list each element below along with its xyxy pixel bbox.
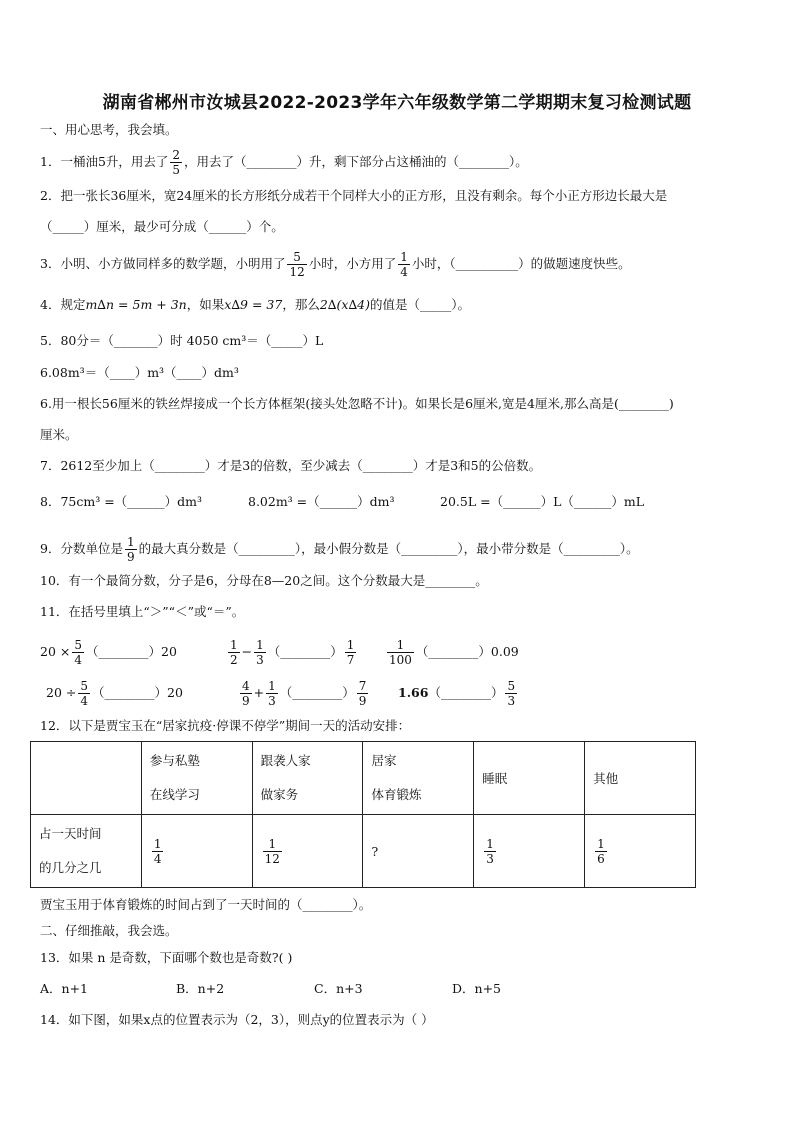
question-9 bbox=[40, 535, 639, 564]
q3-text-b: 小时，小方用了 bbox=[308, 256, 397, 271]
section-heading-2: 二、仔细推敲，我会选。 bbox=[40, 923, 178, 938]
value-cell-study bbox=[141, 815, 252, 888]
q11-r1c-den: 100 bbox=[389, 653, 412, 667]
q11-r2b-f1n: 4 bbox=[242, 679, 250, 693]
q13-option-d: D．n+5 bbox=[452, 981, 501, 996]
q4-text-d: 的值是（_____）。 bbox=[370, 297, 471, 312]
q11-row1-item1 bbox=[40, 638, 177, 667]
question-5-line-1: 5．80分＝（_______）时 4050 cm³＝（_____）L bbox=[40, 333, 324, 348]
q3-frac2-num: 1 bbox=[400, 250, 408, 264]
value-cell-chores bbox=[252, 815, 363, 888]
q8-part-2: 8.02m³ =（______）dm³ bbox=[248, 494, 395, 509]
question-14: 14．如下图，如果x点的位置表示为（2，3），则点y的位置表示为（ ） bbox=[40, 1012, 434, 1027]
header-chores-l1: 跟袭人家 bbox=[260, 753, 311, 768]
q11-r1b-f3d: 7 bbox=[346, 653, 355, 667]
q9-fraction bbox=[125, 535, 137, 564]
q11-r2b-mid: （________） bbox=[279, 685, 355, 700]
q11-r2a-num: 5 bbox=[80, 679, 88, 693]
question-8 bbox=[40, 494, 202, 510]
q11-r1c-frac bbox=[387, 638, 414, 667]
q11-r1a-post: （________）20 bbox=[86, 644, 177, 659]
q3-frac1-num: 5 bbox=[287, 250, 306, 265]
q9-text-b: 的最大真分数是（_________），最小假分数是（_________），最小带分数是（_________）。 bbox=[138, 541, 639, 556]
q1-text-b: ，用去了（________）升，剩下部分占这桶油的（________）。 bbox=[184, 154, 528, 169]
row-label-l1: 占一天时间 bbox=[39, 826, 102, 841]
activity-table bbox=[30, 741, 696, 888]
row-label-cell bbox=[31, 815, 142, 888]
question-13: 13．如果 n 是奇数，下面哪个数也是奇数?( ) bbox=[40, 950, 293, 965]
value-exercise-unknown: ? bbox=[371, 843, 379, 859]
question-7: 7．2612至少加上（________）才是3的倍数，至少减去（________）才是3和5的公倍数。 bbox=[40, 458, 542, 473]
header-sleep: 睡眠 bbox=[482, 771, 508, 786]
q11-r1b-frac1 bbox=[228, 638, 240, 667]
q3-frac2-den: 4 bbox=[400, 265, 408, 279]
q11-r2b-frac2 bbox=[266, 679, 278, 708]
header-chores-l2: 做家务 bbox=[260, 787, 299, 802]
q11-r2c-num: 5 bbox=[507, 679, 516, 693]
q11-r2c-den: 3 bbox=[507, 694, 516, 708]
q11-r1b-frac3 bbox=[345, 638, 357, 667]
q1-text-a: 1．一桶油5升，用去了 bbox=[40, 154, 169, 169]
q4-definition: m∆n = 5m + 3n bbox=[85, 297, 187, 312]
q11-r1b-f1d: 2 bbox=[230, 653, 238, 667]
header-exercise-l2: 体育锻炼 bbox=[371, 787, 422, 802]
q11-r2b-op: + bbox=[253, 685, 265, 700]
q3-text-a: 3．小明、小方做同样多的数学题，小明用了 bbox=[40, 256, 286, 271]
q8-number: 8． bbox=[40, 494, 61, 509]
q11-row1-item2 bbox=[226, 638, 358, 667]
q3-fraction-2 bbox=[398, 250, 410, 279]
q11-row2-item3 bbox=[398, 679, 519, 708]
q11-r1a-den: 4 bbox=[74, 653, 82, 667]
question-5-line-2: 6.08m³＝（____）m³（____）dm³ bbox=[40, 365, 239, 380]
question-10: 10．有一个最简分数，分子是6，分母在8—20之间。这个分数最大是________。 bbox=[40, 573, 488, 588]
value-study-frac bbox=[152, 837, 164, 866]
value-sleep-frac bbox=[484, 837, 496, 866]
question-2-line-1: 2．把一张长36厘米，宽24厘米的长方形纸分成若干个同样大小的正方形，且没有剩余。每个小正方形边长最大是 bbox=[40, 188, 668, 203]
q3-fraction-1 bbox=[287, 250, 306, 279]
value-study-num: 1 bbox=[153, 836, 162, 851]
q9-frac-num: 1 bbox=[126, 535, 135, 549]
value-study-den: 4 bbox=[153, 851, 162, 866]
q1-fraction bbox=[170, 148, 182, 177]
value-other-den: 6 bbox=[597, 851, 605, 866]
q1-frac-num: 2 bbox=[172, 148, 181, 162]
q4-condition: x∆9 = 37 bbox=[224, 297, 283, 312]
q11-r2a-pre: 20 ÷ bbox=[46, 685, 77, 700]
value-other-frac bbox=[595, 837, 607, 866]
q13-option-b: B．n+2 bbox=[176, 981, 225, 996]
question-1 bbox=[40, 148, 528, 177]
value-chores-den: 12 bbox=[264, 851, 280, 866]
page-title: 湖南省郴州市汝城县2022-2023学年六年级数学第二学期期末复习检测试题 bbox=[102, 93, 692, 113]
question-6-line-1: 6.用一根长56厘米的铁丝焊接成一个长方体框架(接头处忽略不计)。如果长是6厘米,宽是4厘米,那么高是(________) bbox=[40, 396, 674, 411]
q11-r2c-pre: 1.66 bbox=[398, 685, 429, 700]
q11-r2a-post: （________）20 bbox=[92, 685, 183, 700]
header-cell-study bbox=[141, 742, 252, 815]
value-chores-num: 1 bbox=[263, 837, 282, 852]
header-cell-chores bbox=[252, 742, 363, 815]
table-corner-cell bbox=[31, 742, 142, 815]
q11-r2a-frac bbox=[78, 679, 90, 708]
q8-part-1: 75cm³ =（______）dm³ bbox=[60, 494, 203, 509]
question-12-after: 贾宝玉用于体育锻炼的时间占到了一天时间的（________）。 bbox=[40, 897, 372, 912]
q11-r1b-f2d: 3 bbox=[256, 653, 264, 667]
q11-r1b-op: − bbox=[241, 644, 253, 659]
q4-text-b: ，如果 bbox=[186, 297, 225, 312]
q11-r1b-f2n: 1 bbox=[256, 638, 264, 652]
q11-r1a-num: 5 bbox=[74, 638, 82, 652]
q11-r2c-mid: （________） bbox=[428, 685, 504, 700]
value-cell-other bbox=[585, 815, 696, 888]
value-cell-exercise bbox=[363, 815, 474, 888]
q11-r1a-pre: 20 × bbox=[40, 644, 71, 659]
q11-r2b-frac3 bbox=[357, 679, 369, 708]
q4-text-c: ，那么 bbox=[282, 297, 320, 312]
value-sleep-den: 3 bbox=[486, 851, 494, 866]
q11-r2b-f1d: 9 bbox=[242, 694, 250, 708]
q3-frac1-den: 12 bbox=[289, 265, 305, 279]
q3-text-c: 小时，（__________）的做题速度快些。 bbox=[411, 256, 631, 271]
header-exercise-l1: 居家 bbox=[371, 753, 397, 768]
table-row bbox=[31, 815, 696, 888]
q11-row1-item3 bbox=[385, 638, 519, 667]
value-cell-sleep bbox=[474, 815, 585, 888]
q13-option-c: C．n+3 bbox=[314, 981, 363, 996]
row-label-l2: 的几分之几 bbox=[39, 860, 102, 875]
q11-r2c-frac bbox=[505, 679, 517, 708]
q11-r1b-f1n: 1 bbox=[230, 638, 238, 652]
header-cell-sleep bbox=[474, 742, 585, 815]
table-header-row bbox=[31, 742, 696, 815]
question-3 bbox=[40, 250, 631, 279]
question-6-line-2: 厘米。 bbox=[40, 427, 78, 442]
q1-frac-den: 5 bbox=[172, 163, 181, 177]
q11-r1a-frac bbox=[72, 638, 84, 667]
q11-r2b-f2n: 1 bbox=[268, 679, 276, 693]
q11-r1c-post: （________）0.09 bbox=[415, 644, 519, 659]
q9-frac-den: 9 bbox=[126, 550, 135, 564]
header-study-l2: 在线学习 bbox=[149, 787, 200, 802]
q13-option-a: A．n+1 bbox=[40, 981, 89, 996]
header-cell-exercise bbox=[363, 742, 474, 815]
q11-r2a-den: 4 bbox=[80, 694, 88, 708]
q9-text-a: 9．分数单位是 bbox=[40, 541, 123, 556]
q11-row2-item1 bbox=[46, 679, 183, 708]
q11-r1b-f3n: 1 bbox=[346, 638, 355, 652]
value-sleep-num: 1 bbox=[486, 836, 494, 851]
q11-r2b-f2d: 3 bbox=[268, 694, 276, 708]
q11-r1b-frac2 bbox=[254, 638, 266, 667]
question-2-line-2: （_____）厘米，最少可分成（______）个。 bbox=[40, 219, 284, 234]
question-12-head: 12．以下是贾宝玉在“居家抗疫·停课不停学”期间一天的活动安排： bbox=[40, 718, 411, 733]
section-heading-1: 一、用心思考，我会填。 bbox=[40, 122, 178, 137]
q11-r2b-f3n: 7 bbox=[358, 679, 367, 693]
q11-r1b-mid: （________） bbox=[267, 644, 343, 659]
q11-row2-item2 bbox=[238, 679, 370, 708]
header-study-l1: 参与私塾 bbox=[149, 753, 200, 768]
q4-expression: 2∆(x∆4) bbox=[319, 297, 371, 312]
header-other: 其他 bbox=[593, 771, 619, 786]
value-chores-frac bbox=[263, 837, 282, 866]
q8-part-3: 20.5L =（______）L（______）mL bbox=[440, 494, 645, 509]
question-4 bbox=[40, 297, 470, 313]
question-11-head: 11．在括号里填上“＞”“＜”或“＝”。 bbox=[40, 604, 245, 619]
q4-text-a: 4．规定 bbox=[40, 297, 86, 312]
header-cell-other bbox=[585, 742, 696, 815]
value-other-num: 1 bbox=[597, 836, 605, 851]
q11-r2b-frac1 bbox=[240, 679, 252, 708]
q11-r1c-num: 1 bbox=[387, 638, 414, 653]
q11-r2b-f3d: 9 bbox=[358, 694, 367, 708]
